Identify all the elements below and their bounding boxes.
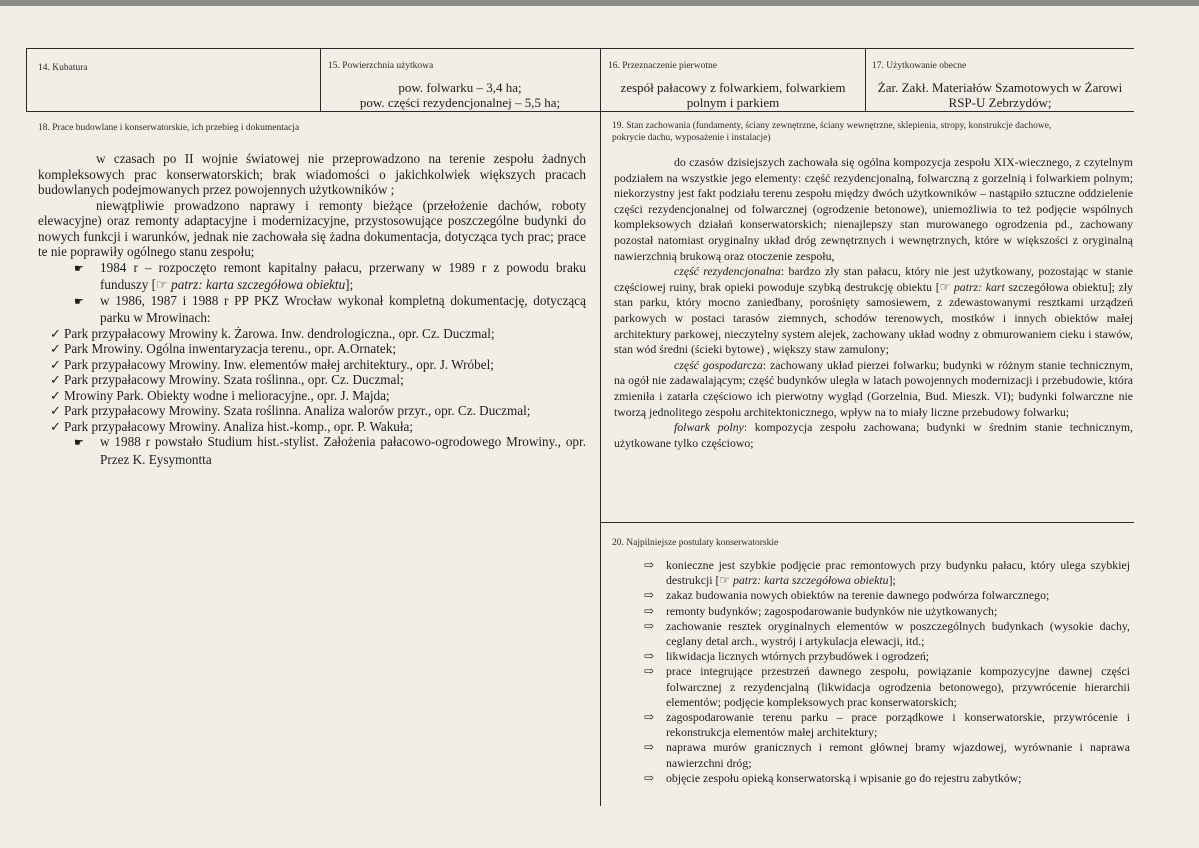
field-18-label: 18. Prace budowlane i konserwatorskie, ich przebieg i dokumentacja [38, 123, 300, 133]
field-19-paragraph-residential: część rezydencjonalna: bardzo zły stan pałacu, który nie jest użytkowany, pozostając w stanie częściowej ruiny, brak opieki powoduje szybką destrukcję obiektu [☞ patrz: kart szczegółowa obiektu]; zły stan parku, który mocno zaniedbany, porośnięty samosiewem, z zdewastowanymi resztkami urządzeń parkowych w postaci tarasów ziemnych, schodów terenowych, mostków i innych obiektów małej architektury parkowej, nieczytelny system alejek, zachowany układ wodny z obmurowaniem cieku i stawów, stan wód średni (ścieki bytowe) , większy staw zamulony; [614, 264, 1134, 357]
doc-list-item: ✓ Park przypałacowy Mrowiny. Inw. elementów małej architektury., opr. J. Wróbel; [50, 356, 494, 372]
doc-list-item: ✓ Park Mrowiny. Ogólna inwentaryzacja terenu., opr. A.Ornatek; [50, 341, 397, 356]
check-icon: ✓ [50, 387, 62, 403]
section-heading: folwark polny [674, 420, 744, 435]
ref-hand-icon: ☞ [156, 277, 168, 292]
arrow-icon: ⇨ [644, 740, 655, 755]
postulate-item: ⇨ prace integrujące przestrzeń dawnego zespołu, powiązanie kompozycyjne dawnej części folwarcznej z rezydencjalną (likwidacja ogrodzenia betonowego), przywrócenie hierarchii elementów; podjęcie kompleksowych prac konserwatorskich; [644, 664, 1130, 709]
check-icon: ✓ [50, 372, 62, 387]
field-20-list [644, 558, 1130, 786]
field-15-label: 15. Powierzchnia użytkowa [328, 61, 434, 71]
postulate-item: ⇨ konieczne jest szybkie podjęcie prac remontowych przy budynku pałacu, który ulega szybkiej destrukcji [☞ patrz: karta szczegółowa obiektu]; [644, 558, 1130, 588]
arrow-icon: ⇨ [644, 770, 655, 785]
field-19-label: 19. Stan zachowania (fundamenty, ściany zewnętrzne, ściany wewnętrzne, sklepienia, stropy, konstrukcje dachowe, pokrycie dachu, wyposażenie i instalacje) [612, 121, 1052, 143]
postulate-item: ⇨ remonty budynków; zagospodarowanie budynków nie użytkowanych; [644, 603, 998, 618]
reference-text: patrz: karta szczegółowa obiektu [171, 277, 346, 292]
field-16-label: 16. Przeznaczenie pierwotne [608, 61, 717, 71]
field-20-label: 20. Najpilniejsze postulaty konserwatorskie [612, 538, 779, 548]
divider-16-17 [865, 48, 866, 112]
arrow-icon: ⇨ [644, 664, 655, 679]
divider-14-15 [320, 48, 321, 112]
doc-list-item: ✓ Park przypałacowy Mrowiny. Szata roślinna., opr. Cz. Duczmal; [50, 372, 404, 387]
field-19-paragraph-farm: część gospodarcza: zachowany układ pierzei folwarku; budynki w różnym stanie technicznym, na ogół nie zadawalającym; część budynków uległa w latach powojennych modernizacji i przebudowie, która zmieniła i zatarła częściowo ich pierwotny wygląd (Gorzelnia, Bud. Mieszk. VI); budynki folwarczne nie tworzą jednolitego zespołu architektonicznego, wpływ na to miały liczne przebudowy folwarku; [614, 357, 1133, 419]
arrow-icon: ⇨ [644, 618, 655, 633]
scan-edge [0, 0, 1199, 6]
doc-list-item: ✓ Mrowiny Park. Obiekty wodne i melioracyjne., opr. J. Majda; [50, 387, 390, 403]
field-18-paragraph-1: w czasach po II wojnie światowej nie przeprowadzono na terenie zespołu żadnych kompleksowych prac konserwatorskich; brak wiadomości o jakichkolwiek większych pracach budowlanych podejmowanych przez powojennych użytkowników ; [38, 151, 586, 197]
header-row-bottom-border [26, 111, 1134, 112]
postulate-item: ⇨ zagospodarowanie terenu parku – prace porządkowe i konserwatorskie, przywrócenie i rekonstrukcja elementów małej architektury; [644, 710, 1130, 740]
field-18-bullet-1988: ☛ w 1988 r powstało Studium hist.-stylist. Założenia pałacowo-ogrodowego Mrowiny., opr. Przez K. Eysymontta [74, 434, 586, 467]
doc-list-item: ✓ Park przypałacowy Mrowiny. Analiza hist.-komp., opr. P. Wakuła; [50, 418, 414, 434]
top-border [26, 48, 1134, 49]
field-19-body [614, 155, 1133, 451]
check-icon: ✓ [50, 403, 62, 418]
field-19-paragraph-field-farm: folwark polny: kompozycja zespołu zachowana; budynki w średnim stanie technicznym, użytkowane tylko częściowo; [614, 420, 1133, 450]
postulate-item: ⇨ objęcie zespołu opieką konserwatorską i wpisanie go do rejestru zabytków; [644, 770, 1022, 785]
postulate-item: ⇨ likwidacja licznych wtórnych przybudówek i ogrodzeń; [644, 649, 930, 664]
field-17-value-2: RSP-U Zebrzydów; [948, 95, 1052, 110]
field-19-20-divider [600, 522, 1134, 523]
field-18-bullet-1984: ☛ 1984 r – rozpoczęto remont kapitalny pałacu, przerwany w 1989 r z powodu braku funduszy [☞ patrz: karta szczegółowa obiektu]; [74, 259, 586, 292]
pointing-hand-icon: ☛ [74, 295, 84, 308]
doc-list-item: ✓ Park przypałacowy Mrowiny k. Żarowa. Inw. dendrologiczna., opr. Cz. Duczmal; [50, 325, 495, 341]
pointing-hand-icon: ☛ [74, 437, 84, 449]
left-border [26, 48, 27, 112]
section-heading: część gospodarcza [674, 357, 763, 372]
postulate-item: ⇨ zachowanie resztek oryginalnych elementów w poszczególnych budynkach (wysokie dachy, ceglany detal arch., wystrój i artykulacja elewacji, itd.; [644, 618, 1130, 649]
field-16-value-2: polnym i parkiem [686, 95, 780, 110]
check-icon: ✓ [50, 341, 62, 356]
arrow-icon: ⇨ [644, 603, 655, 618]
reference-text: patrz: karta szczegółowa obiektu [732, 573, 889, 588]
ref-hand-icon: ☞ [939, 279, 951, 294]
doc-list-item: ✓ Park przypałacowy Mrowiny. Szata roślinna. Analiza walorów przyr., opr. Cz. Duczmal; [50, 403, 531, 418]
field-15-value-2: pow. części rezydencjonalnej – 5,5 ha; [359, 95, 561, 110]
field-17-value-1: Żar. Zakł. Materiałów Szamotowych w Żarowi [877, 81, 1123, 95]
postulate-item: ⇨ naprawa murów granicznych i remont głównej bramy wjazdowej, wyrównanie i naprawa nawierzchni dróg; [644, 740, 1130, 770]
field-14-label: 14. Kubatura [38, 63, 88, 73]
field-16-value-1: zespół pałacowy z folwarkiem, folwarkiem [620, 80, 846, 95]
arrow-icon: ⇨ [644, 710, 655, 725]
field-17-label: 17. Użytkowanie obecne [872, 61, 967, 71]
field-19-paragraph-general: do czasów dzisiejszych zachowała się ogólna kompozycja zespołu XIX-wiecznego, z czytelnym podziałem na wszystkie jego elementy: część rezydencjonalną, folwarczną z gorzelnią i folwarkiem polnym; niekorzystny jest fakt podziału terenu zespołu między dwóch użytkowników – nastąpiło sztuczne oddzielenie części rezydencjonalnej od folwarcznej (ogrodzenie betonowe), uniemożliwia to też podjęcie wspólnych kompleksowych działań konserwatorskich; nienajlepszy stan murowanego ogrodzenia pd., zachowany pozostał natomiast oryginalny układ dróg zewnętrznych i wewnętrznych, które w większości z oryginalną nawierzchnią brukową oraz otoczenie zespołu, [614, 155, 1133, 263]
field-15-value-1: pow. folwarku – 3,4 ha; [398, 80, 522, 95]
reference-text: patrz: kart [953, 279, 1005, 294]
check-icon: ✓ [50, 356, 62, 372]
center-divider [600, 48, 601, 806]
pointing-hand-icon: ☛ [74, 262, 84, 275]
check-icon: ✓ [50, 418, 62, 434]
documentation-list [38, 326, 586, 435]
arrow-icon: ⇨ [644, 558, 655, 572]
section-heading: część rezydencjonalna [674, 264, 781, 279]
field-18-body [38, 151, 586, 467]
postulate-item: ⇨ zakaz budowania nowych obiektów na terenie dawnego podwórza folwarcznego; [644, 588, 1050, 603]
field-18-paragraph-2: niewątpliwie prowadzono naprawy i remonty bieżące (przełożenie dachów, roboty elewacyjne) oraz remonty adaptacyjne i modernizacyjne, przystosowujące poszczególne budynki do nowych funkcji i warunków, jednak nie zachowała się żadna dokumentacja, dotycząca tych prac; prace te nie poprawiły ogólnego stanu zespołu; [38, 197, 586, 259]
field-18-bullet-1986: ☛ w 1986, 1987 i 1988 r PP PKZ Wrocław wykonał kompletną dokumentację, dotyczącą parku w Mrowinach: [74, 292, 586, 325]
arrow-icon: ⇨ [644, 588, 655, 603]
ref-hand-icon: ☞ [719, 573, 730, 588]
arrow-icon: ⇨ [644, 649, 655, 664]
check-icon: ✓ [50, 325, 62, 341]
